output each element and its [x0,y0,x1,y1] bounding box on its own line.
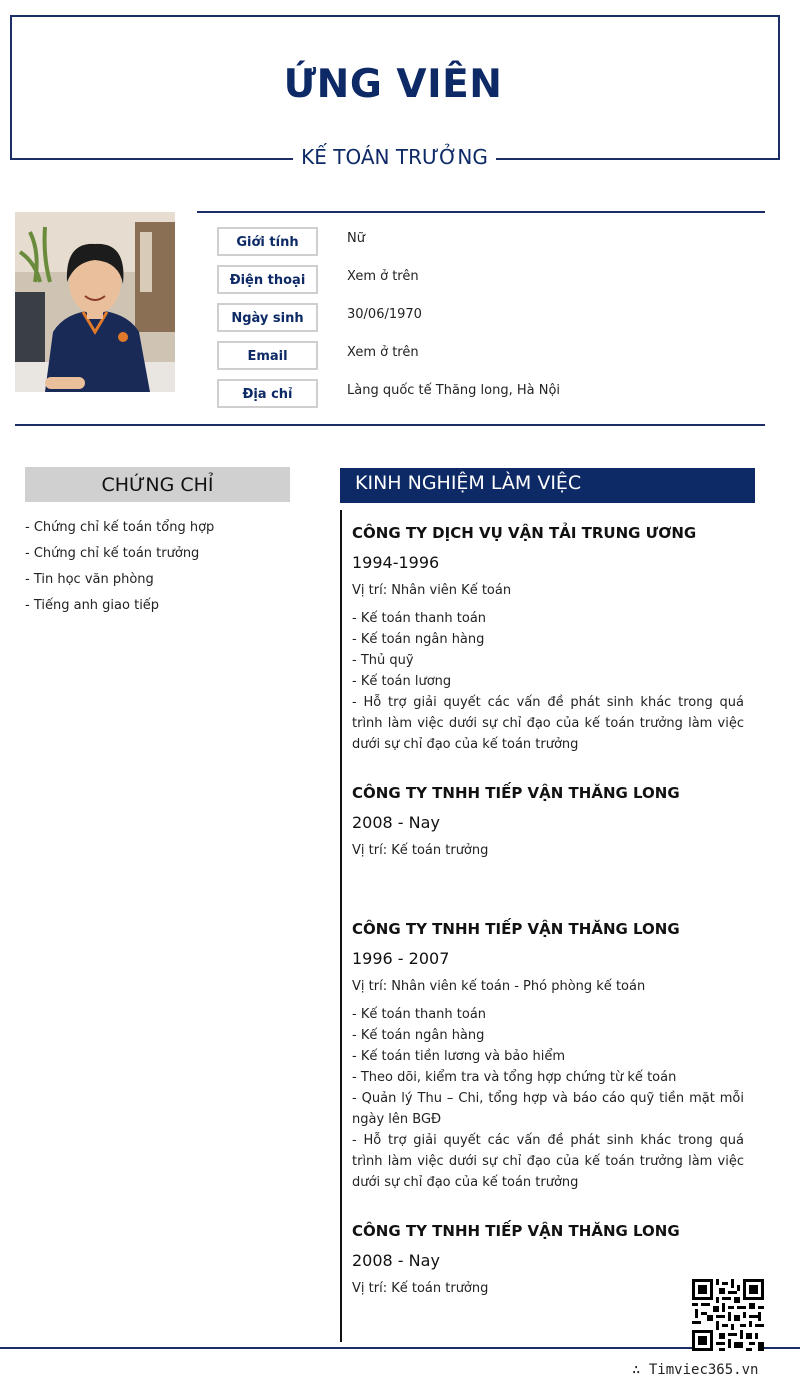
header-divider-left [10,158,293,160]
job-period: 2008 - Nay [352,813,440,832]
job-duty: - Kế toán ngân hàng [352,1028,485,1043]
job-entry-3 [352,918,744,1193]
job-position: Vị trí: Kế toán trưởng [352,843,489,858]
job-duty: - Hỗ trợ giải quyết các vấn đề phát sinh khác trong quá trình làm việc dưới sự chỉ đạo của kế toán trưởng làm việc dưới sự chỉ đạo của kế toán trưởng [352,1133,744,1190]
info-label-email: Email [217,341,318,370]
info-row-phone [217,265,777,297]
job-duty: - Kế toán tiền lương và bảo hiểm [352,1049,565,1064]
page-subtitle: KẾ TOÁN TRƯỞNG [301,145,488,169]
info-top-divider [197,211,765,213]
job-duty: - Kế toán thanh toán [352,1007,487,1022]
job-period: 1996 - 2007 [352,949,450,968]
header-divider-right [496,158,780,160]
info-value-gender: Nữ [347,231,365,246]
job-position: Vị trí: Nhân viên kế toán - Phó phòng kế toán [352,979,646,994]
certificate-item: - Tiếng anh giao tiếp [25,598,160,613]
job-duty: - Hỗ trợ giải quyết các vấn đề phát sinh khác trong quá trình làm việc dưới sự chỉ đạo của kế toán trưởng làm việc dưới sự chỉ đạo của kế toán trưởng [352,695,744,752]
job-entry-2 [352,782,744,868]
info-value-address: Làng quốc tế Thăng long, Hà Nội [347,383,561,398]
job-duty: - Kế toán thanh toán [352,611,487,626]
job-entry-1 [352,522,744,755]
footer-brand-label: Timviec365.vn [648,1362,759,1378]
job-period: 2008 - Nay [352,1251,440,1270]
certificate-item: - Chứng chỉ kế toán trưởng [25,546,200,561]
info-label-address: Địa chỉ [217,379,318,408]
info-label-gender: Giới tính [217,227,318,256]
info-bottom-divider [15,424,765,426]
job-company: CÔNG TY TNHH TIẾP VẬN THĂNG LONG [352,784,680,802]
info-label-birthdate: Ngày sinh [217,303,318,332]
page-title: ỨNG VIÊN [283,62,503,107]
certificate-item: - Chứng chỉ kế toán tổng hợp [25,520,215,535]
job-position: Vị trí: Kế toán trưởng [352,1281,489,1296]
job-duty: - Kế toán ngân hàng [352,632,485,647]
info-value-birthdate: 30/06/1970 [347,307,422,322]
job-company: CÔNG TY TNHH TIẾP VẬN THĂNG LONG [352,920,680,938]
certificates-heading: CHỨNG CHỈ [25,467,290,502]
info-row-address [217,379,777,411]
logo-mark-icon: ∴ [632,1362,641,1378]
job-company: CÔNG TY TNHH TIẾP VẬN THĂNG LONG [352,1222,680,1240]
job-duty: - Kế toán lương [352,674,452,689]
info-row-birthdate [217,303,777,335]
certificate-item: - Tin học văn phòng [25,572,154,587]
job-duties [352,1004,744,1193]
job-position: Vị trí: Nhân viên Kế toán [352,583,512,598]
job-duty: - Theo dõi, kiểm tra và tổng hợp chứng từ kế toán [352,1070,677,1085]
experience-timeline-line [340,510,342,1342]
job-duty: - Thủ quỹ [352,653,414,668]
info-label-phone: Điện thoại [217,265,318,294]
footer-divider [0,1347,800,1349]
job-duties [352,608,744,755]
certificates-list [25,517,305,621]
footer-brand [632,1362,758,1378]
job-company: CÔNG TY DỊCH VỤ VẬN TẢI TRUNG ƯƠNG [352,524,697,542]
candidate-photo [15,212,175,392]
job-entry-4 [352,1220,744,1306]
job-duty: - Quản lý Thu – Chi, tổng hợp và báo cáo quỹ tiền mặt mỗi ngày lên BGĐ [352,1091,744,1127]
info-value-phone: Xem ở trên [347,269,419,284]
info-row-email [217,341,777,373]
job-period: 1994-1996 [352,553,440,572]
info-row-gender [217,227,777,259]
info-value-email: Xem ở trên [347,345,419,360]
experience-heading: KINH NGHIỆM LÀM VIỆC [340,468,755,503]
qr-code-icon [692,1279,764,1351]
